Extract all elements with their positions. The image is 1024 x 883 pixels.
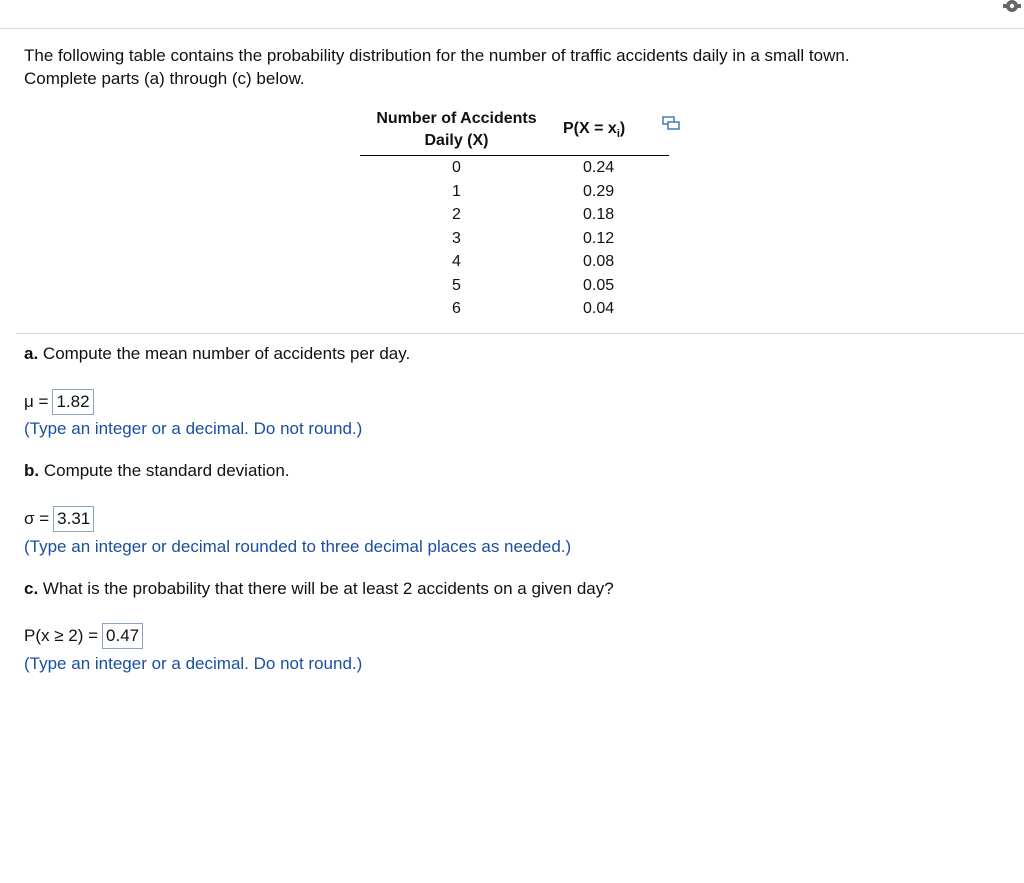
mean-symbol: μ =: [24, 392, 49, 411]
probability-answer-field[interactable]: 0.47: [102, 623, 143, 649]
part-b-question: b. Compute the standard deviation.: [24, 461, 290, 480]
intro-line-2: Complete parts (a) through (c) below.: [24, 69, 305, 88]
table-row: 5 0.05: [452, 276, 615, 294]
std-dev-answer-field[interactable]: 3.31: [53, 506, 94, 532]
header-accidents: Number of Accidents Daily (X): [360, 108, 553, 156]
question-intro: [24, 44, 984, 90]
table-row: 0 0.24: [452, 159, 615, 176]
part-a-question: a. Compute the mean number of accidents per day.: [24, 344, 411, 363]
copy-icon[interactable]: [662, 116, 680, 135]
intro-line-1: The following table contains the probability distribution for the number of traffic accidents daily in a small town.: [24, 46, 850, 65]
probability-expression: P(x ≥ 2) =: [24, 626, 99, 645]
table-row: 4 0.08: [452, 253, 615, 270]
table-row: 6 0.04: [452, 300, 615, 317]
part-b-answer-row: [24, 506, 94, 532]
table-row: 1 0.29: [452, 182, 615, 200]
part-c-hint: (Type an integer or a decimal. Do not round.): [24, 654, 363, 673]
part-b-hint: (Type an integer or decimal rounded to three decimal places as needed.): [24, 537, 572, 556]
part-c-answer-row: [24, 623, 143, 649]
table-row: 3 0.12: [452, 229, 615, 247]
section-divider: [16, 333, 1024, 334]
part-a-hint: (Type an integer or a decimal. Do not round.): [24, 419, 363, 438]
probability-table: [360, 108, 669, 321]
mean-answer-field[interactable]: 1.82: [52, 389, 93, 415]
part-c-question: c. What is the probability that there will be at least 2 accidents on a given day?: [24, 579, 614, 598]
sigma-symbol: σ =: [24, 509, 50, 528]
table-row: 2 0.18: [452, 206, 615, 223]
gear-icon[interactable]: [1000, 0, 1022, 14]
header-probability: $P(X = x_i)$: [553, 108, 669, 156]
part-a-answer-row: [24, 389, 94, 415]
top-divider: [0, 28, 1024, 29]
